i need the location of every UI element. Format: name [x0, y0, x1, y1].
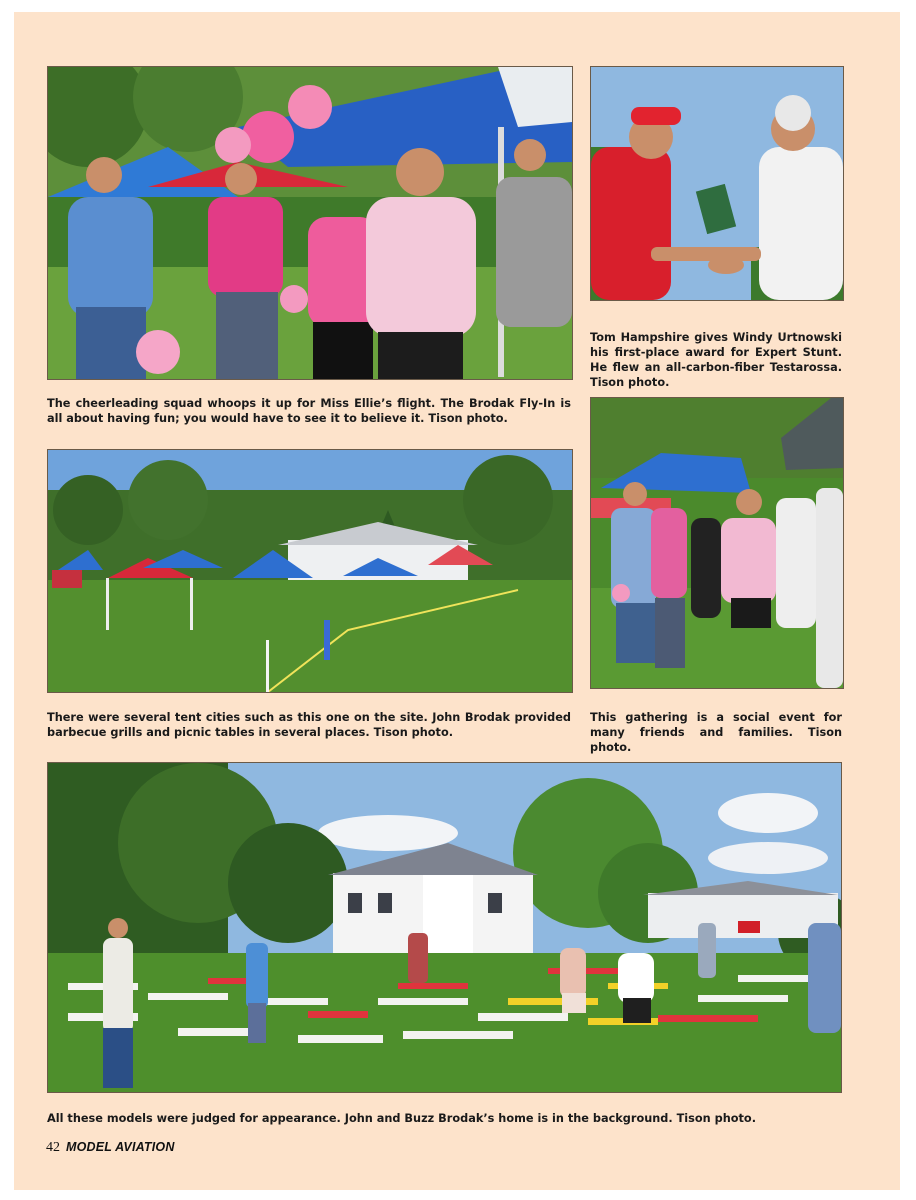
- caption-cheerleading: The cheerleading squad whoops it up for Miss Ellie’s flight. The Brodak Fly-In is all about having fun; you would have to see it to believe it. Tison photo.: [47, 397, 571, 425]
- page-sheet: [14, 12, 900, 1190]
- photo-social-gathering: [590, 397, 844, 689]
- photo-tent-city: [47, 449, 573, 693]
- photo-award-presentation: [590, 66, 844, 301]
- magazine-name: MODEL AVIATION: [66, 1140, 175, 1154]
- page-footer: [46, 1140, 175, 1156]
- photo-cheerleading-squad: [47, 66, 573, 380]
- caption-tent-cities: There were several tent cities such as this one on the site. John Brodak provided barbecue grills and picnic tables in several places. Tison photo.: [47, 711, 571, 739]
- caption-award: Tom Hampshire gives Windy Urtnowski his first-place award for Expert Stunt. He flew an all-carbon-fiber Testarossa. Tison photo.: [590, 331, 842, 389]
- photo-models-judged: [47, 762, 842, 1093]
- page-number: 42: [46, 1140, 60, 1155]
- caption-models: All these models were judged for appearance. John and Buzz Brodak’s home is in the background. Tison photo.: [47, 1112, 756, 1125]
- caption-gathering: This gathering is a social event for many friends and families. Tison photo.: [590, 711, 842, 754]
